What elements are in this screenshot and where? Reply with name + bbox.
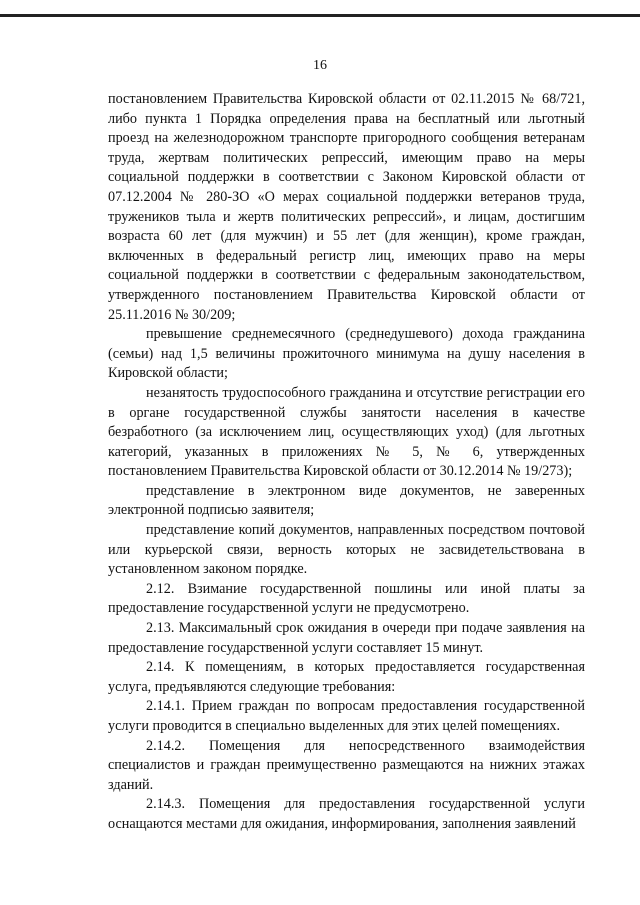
- paragraph: представление копий документов, направленных посредством почтовой или курьерской связи, верность которых не засвидетельствована в установленном законом порядке.: [108, 522, 585, 578]
- paragraph: 2.14. К помещениям, в которых предоставляется государственная услуга, предъявляются следующие требования:: [108, 659, 585, 695]
- paragraph: незанятость трудоспособного гражданина и отсутствие регистрации его в органе государственной службы занятости населения в качестве безработного (за исключением лиц, осуществляющих уход) (для льготных категорий, указанных в приложениях № 5, № 6, утвержденных постановлением Правительства Кировской области от 30.12.2014 № 19/273);: [108, 384, 585, 480]
- paragraph: 2.13. Максимальный срок ожидания в очереди при подаче заявления на предоставление государственной услуги составляет 15 минут.: [108, 620, 585, 656]
- paragraph: 2.14.2. Помещения для непосредственного взаимодействия специалистов и граждан преимущественно размещаются на нижних этажах зданий.: [108, 737, 585, 793]
- paragraph: превышение среднемесячного (среднедушевого) дохода гражданина (семьи) над 1,5 величины прожиточного минимума на душу населения в Кировской области;: [108, 326, 585, 382]
- document-body: [108, 90, 585, 835]
- paragraph: постановлением Правительства Кировской области от 02.11.2015 № 68/721, либо пункта 1 Порядка определения права на бесплатный или льготный проезд на железнодорожном транспорте пригородного сообщения ветеранам труда, жертвам политических репрессий, имеющим право на меры социальной поддержки в соответствии с Законом Кировской области от 07.12.2004 № 280-ЗО «О мерах социальной поддержки ветеранов труда, тружеников тыла и жертв политических репрессий», и лицам, достигшим возраста 60 лет (для мужчин) и 55 лет (для женщин), кроме граждан, включенных в федеральный регистр лиц, имеющих право на меры социальной поддержки в соответствии с федеральным законодательством, утвержденного постановлением Правительства Кировской области от 25.11.2016 № 30/209;: [108, 91, 585, 323]
- paragraph: 2.12. Взимание государственной пошлины или иной платы за предоставление государственной услуги не предусмотрено.: [108, 580, 585, 617]
- page-number: 16: [313, 58, 327, 73]
- paragraph: представление в электронном виде документов, не заверенных электронной подписью заявителя;: [108, 482, 585, 519]
- paragraph: 2.14.1. Прием граждан по вопросам предоставления государственной услуги проводится в специально выделенных для этих целей помещениях.: [108, 698, 585, 734]
- top-border-line: [0, 14, 640, 17]
- paragraph: 2.14.3. Помещения для предоставления государственной услуги оснащаются местами для ожидания, информирования, заполнения заявлений: [108, 796, 585, 832]
